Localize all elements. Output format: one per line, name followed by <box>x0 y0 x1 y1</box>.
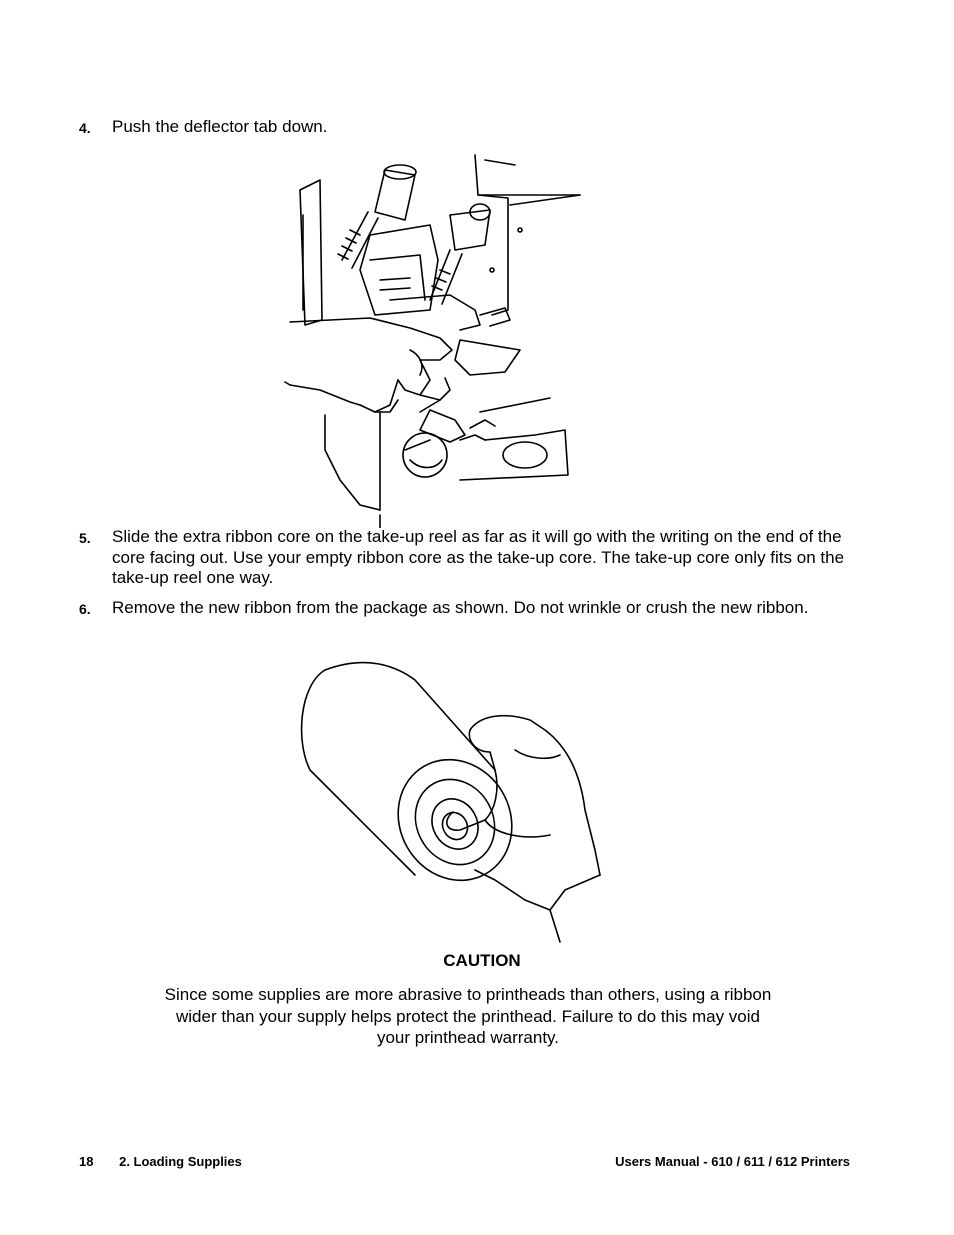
section-title: 2. Loading Supplies <box>119 1154 242 1169</box>
footer-left <box>79 1154 242 1169</box>
step-6 <box>79 598 859 619</box>
ribbon-roll-in-hand-illustration <box>295 660 610 945</box>
step-text: Slide the extra ribbon core on the take-up reel as far as it will go with the writing on the end of the core facing out. Use your empty ribbon core as the take-up core. The take-up core only fits on the take-up reel one way. <box>112 527 845 587</box>
step-text: Push the deflector tab down. <box>112 117 328 136</box>
page-number: 18 <box>79 1154 94 1169</box>
step-number: 6. <box>79 601 91 617</box>
printer-deflector-illustration <box>280 150 585 528</box>
step-text: Remove the new ribbon from the package as shown. Do not wrinkle or crush the new ribbon. <box>112 598 809 617</box>
step-number: 5. <box>79 530 91 546</box>
step-4 <box>79 117 859 138</box>
caution-text: Since some supplies are more abrasive to printheads than others, using a ribbon wider than your supply helps protect the printhead. Failure to do this may void your printhead warranty. <box>164 985 772 1047</box>
step-number: 4. <box>79 120 91 136</box>
caution-heading: CAUTION <box>443 951 521 970</box>
manual-title: Users Manual - 610 / 611 / 612 Printers <box>615 1154 850 1169</box>
step-5 <box>79 527 859 589</box>
